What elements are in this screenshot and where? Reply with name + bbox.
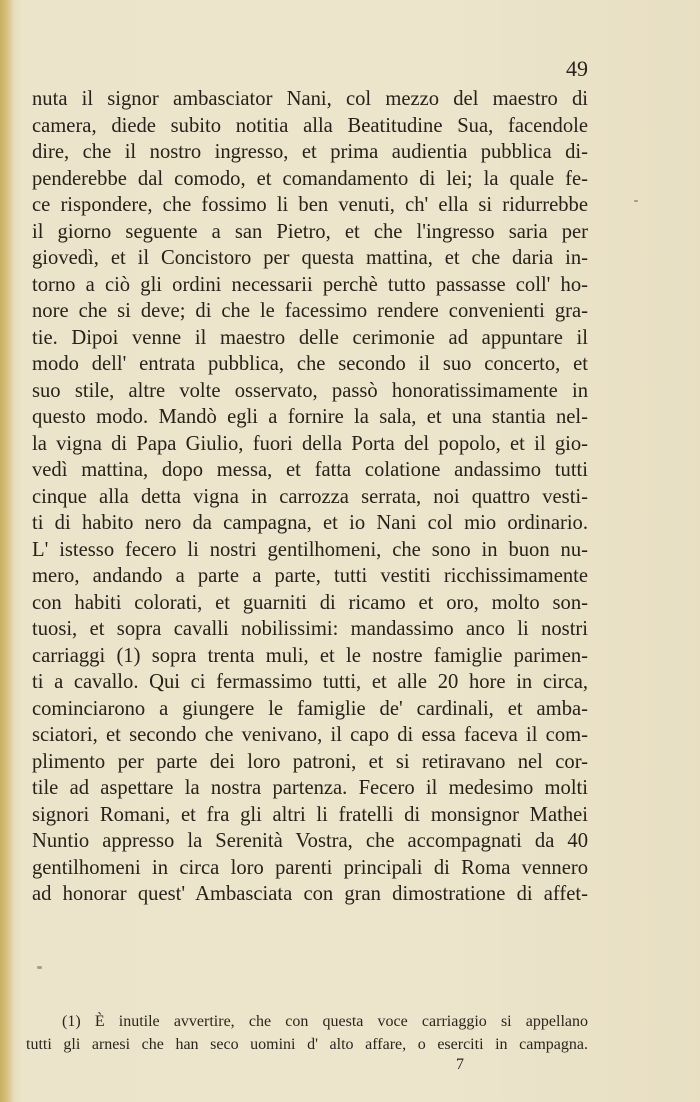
text-line: signori Romani, et fra gli altri li fratelli di monsignor Mathei [32, 803, 588, 826]
text-line: sciatori, et secondo che venivano, il capo di essa faceva il com- [32, 724, 588, 746]
page-edge [0, 0, 14, 1102]
text-line: suo stile, altre volte osservato, passò honoratissimamente in [32, 379, 588, 402]
page-number: 49 [566, 56, 588, 81]
footnote [26, 1010, 588, 1056]
text-line: cinque alla detta vigna in carrozza serrata, noi quattro vesti- [32, 485, 588, 508]
ink-smudge [37, 966, 42, 969]
text-line: questo modo. Mandò egli a fornire la sala, et una stantia nel- [32, 406, 588, 428]
text-line: ad honorar quest' Ambasciata con gran dimostratione di affet- [32, 883, 588, 905]
text-line: modo dell' entrata pubblica, che secondo il suo concerto, et [32, 353, 588, 375]
text-line: nore che si deve; di che le facessimo rendere convenienti gra- [32, 300, 588, 322]
footnote-line: tutti gli arnesi che han seco uomini d' alto affare, o eserciti in campagna. [26, 1036, 588, 1053]
text-line: L' istesso fecero li nostri gentilhomeni, che sono in buon nu- [32, 538, 588, 561]
text-line: cominciarono a giungere le famiglie de' cardinali, et amba- [32, 697, 588, 720]
text-line: Nuntio appresso la Serenità Vostra, che accompagnati da 40 [32, 830, 588, 852]
text-line: nuta il signor ambasciator Nani, col mezzo del maestro di [32, 88, 588, 110]
text-line: mero, andando a parte a parte, tutti vestiti ricchissimamente [32, 565, 588, 587]
text-line: la vigna di Papa Giulio, fuori della Porta del popolo, et il gio- [32, 432, 588, 455]
text-line: il giorno seguente a san Pietro, et che l'ingresso saria per [32, 220, 588, 243]
ink-smudge [634, 200, 638, 202]
text-line: camera, diede subito notitia alla Beatitudine Sua, facendole [32, 114, 588, 137]
text-line: carriaggi (1) sopra trenta muli, et le nostre famiglie parimen- [32, 644, 588, 667]
footnote-line: (1) È inutile avvertire, che con questa voce carriaggio si appellano [62, 1013, 588, 1030]
text-line: dire, che il nostro ingresso, et prima audientia pubblica di- [32, 141, 588, 163]
text-line: plimento per parte dei loro patroni, et si retiravano nel cor- [32, 750, 588, 773]
text-line: ti a cavallo. Qui ci fermassimo tutti, et alle 20 hore in circa, [32, 671, 588, 693]
main-text [32, 86, 588, 908]
text-line: vedì mattina, dopo messa, et fatta colatione andassimo tutti [32, 459, 588, 481]
text-line: penderebbe dal comodo, et comandamento di lei; la quale fe- [32, 167, 588, 190]
text-line: tuosi, et sopra cavalli nobilissimi: mandassimo anco li nostri [32, 618, 588, 640]
text-line: tile ad aspettare la nostra partenza. Fecero il medesimo molti [32, 777, 588, 799]
text-line: gentilhomeni in circa loro parenti principali di Roma vennero [32, 856, 588, 879]
text-line: giovedì, et il Concistoro per questa mattina, et che daria in- [32, 247, 588, 269]
text-line: ti di habito nero da campagna, et io Nani col mio ordinario. [32, 512, 588, 534]
text-line: con habiti colorati, et guarniti di ricamo et oro, molto son- [32, 591, 588, 614]
text-line: ce rispondere, che fossimo li ben venuti, ch' ella si ridurrebbe [32, 194, 588, 216]
text-line: tie. Dipoi venne il maestro delle cerimonie ad appuntare il [32, 326, 588, 349]
signature-mark: 7 [456, 1056, 464, 1073]
text-line: torno a ciò gli ordini necessarii perchè tutto passasse coll' ho- [32, 273, 588, 296]
